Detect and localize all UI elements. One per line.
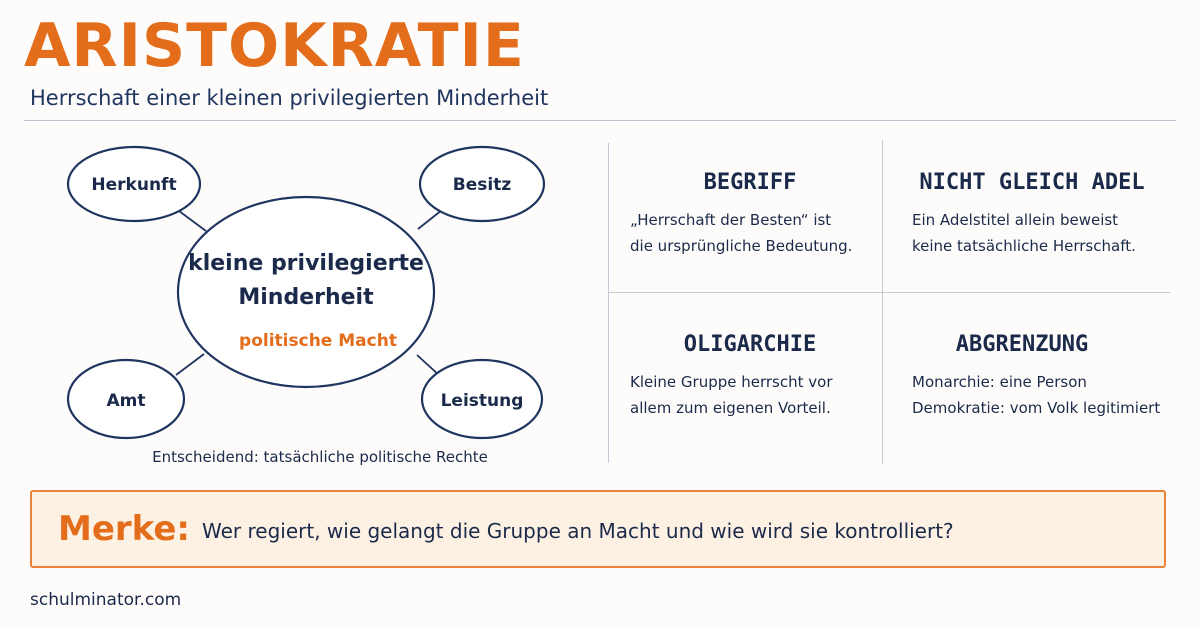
node-herkunft-label: Herkunft [91, 175, 177, 195]
page-subtitle: Herrschaft einer kleinen privilegierten Minderheit [30, 86, 549, 110]
merke-label: Merke: [58, 509, 191, 549]
panel-begriff [630, 170, 870, 259]
grid-divider-left [608, 143, 609, 463]
mindmap-diagram [0, 130, 600, 450]
node-amt-label: Amt [106, 391, 146, 411]
panel-begriff-line1: „Herrschaft der Besten“ ist [630, 211, 832, 229]
panel-nicht-gleich-adel-line2: keine tatsächliche Herrschaft. [912, 237, 1136, 255]
center-node-sub: politische Macht [239, 331, 397, 351]
page-title: ARISTOKRATIE [24, 11, 525, 81]
merke-box [30, 490, 1166, 568]
node-besitz-label: Besitz [452, 175, 512, 195]
panel-abgrenzung-text [912, 369, 1172, 421]
panel-nicht-gleich-adel-heading: NICHT GLEICH ADEL [919, 170, 1145, 195]
center-node-line2: Minderheit [238, 285, 374, 310]
panel-abgrenzung-line2: Demokratie: vom Volk legitimiert [912, 399, 1161, 417]
panel-oligarchie-line1: Kleine Gruppe herrscht vor [630, 373, 833, 391]
panel-abgrenzung-heading: ABGRENZUNG [955, 332, 1089, 357]
panel-abgrenzung-line1: Monarchie: eine Person [912, 373, 1087, 391]
center-node-line1: kleine privilegierte [188, 251, 424, 276]
grid-divider-horizontal [608, 292, 1170, 293]
footer-source: schulminator.com [30, 590, 182, 610]
header-divider [24, 120, 1176, 121]
panel-oligarchie-line2: allem zum eigenen Vorteil. [630, 399, 831, 417]
panel-nicht-gleich-adel-line1: Ein Adelstitel allein beweist [912, 211, 1119, 229]
connector-besitz [418, 210, 442, 229]
panel-oligarchie-heading: OLIGARCHIE [683, 332, 817, 357]
mindmap-caption: Entscheidend: tatsächliche politische Rechte [152, 448, 488, 466]
panel-oligarchie [630, 332, 870, 421]
connector-amt [176, 354, 204, 375]
merke-text: Wer regiert, wie gelangt die Gruppe an Macht und wie wird sie kontrolliert? [202, 519, 954, 543]
node-leistung-label: Leistung [440, 391, 524, 411]
panel-begriff-line2: die ursprüngliche Bedeutung. [630, 237, 853, 255]
grid-divider-middle [882, 140, 883, 464]
panel-nicht-gleich-adel-text [912, 207, 1152, 259]
panel-oligarchie-text [630, 369, 870, 421]
panel-abgrenzung [912, 332, 1172, 421]
panel-begriff-heading: BEGRIFF [703, 170, 797, 195]
panel-begriff-text [630, 207, 870, 259]
panel-nicht-gleich-adel [912, 170, 1152, 259]
